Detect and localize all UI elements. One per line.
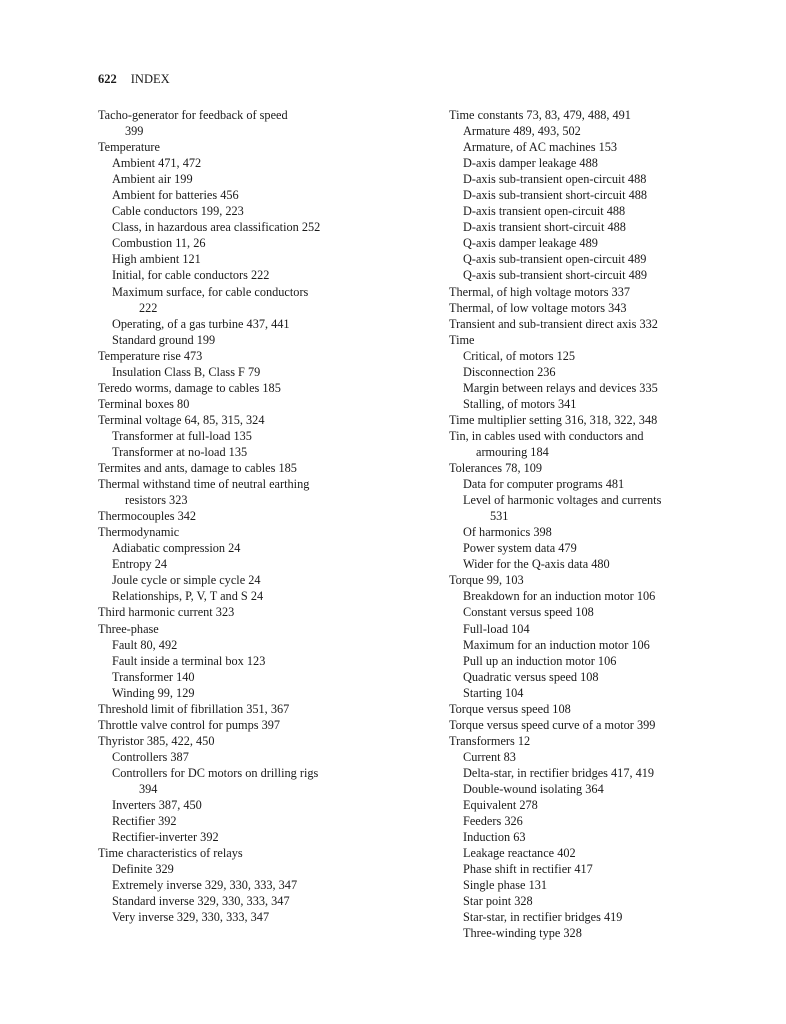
index-subentry: Extremely inverse 329, 330, 333, 347	[112, 878, 298, 893]
index-subentry: Inverters 387, 450	[112, 798, 202, 813]
page-number: 622	[98, 72, 117, 86]
index-subentry: D-axis sub-transient open-circuit 488	[463, 172, 647, 187]
index-entry: Thermodynamic	[98, 525, 180, 540]
index-entry: Thermal withstand time of neutral earthing	[98, 477, 310, 492]
index-entry: Time constants 73, 83, 479, 488, 491	[449, 108, 631, 122]
index-subentry: Entropy 24	[112, 557, 167, 572]
index-entry-continuation: 399	[125, 124, 144, 139]
index-subentry: Power system data 479	[463, 541, 577, 556]
index-subentry: Adiabatic compression 24	[112, 541, 241, 556]
index-subentry: Current 83	[463, 749, 516, 764]
index-subentry: Rectifier-inverter 392	[112, 830, 219, 845]
index-subentry: Starting 104	[463, 685, 524, 700]
index-subentry: Induction 63	[463, 830, 526, 845]
index-subentry: Delta-star, in rectifier bridges 417, 419	[463, 765, 655, 780]
index-subentry: Fault inside a terminal box 123	[112, 653, 266, 668]
index-entry: Three-phase	[98, 621, 159, 636]
index-subentry: Ambient 471, 472	[112, 156, 202, 171]
index-entry: Threshold limit of fibrillation 351, 367	[98, 701, 290, 716]
index-subentry: Q-axis sub-transient short-circuit 489	[463, 268, 648, 283]
index-subentry: Star-star, in rectifier bridges 419	[463, 910, 623, 925]
index-subentry: Controllers for DC motors on drilling rigs	[112, 765, 319, 780]
index-subentry: Three-winding type 328	[463, 926, 582, 941]
running-title: INDEX	[130, 72, 170, 86]
index-entry: Torque versus speed 108	[449, 701, 571, 716]
index-subentry: Leakage reactance 402	[463, 846, 576, 861]
index-subentry: Star point 328	[463, 894, 533, 909]
index-subentry: Wider for the Q-axis data 480	[463, 557, 610, 572]
index-subentry: Critical, of motors 125	[463, 348, 576, 363]
index-subentry: Insulation Class B, Class F 79	[112, 364, 261, 379]
index-subentry: Very inverse 329, 330, 333, 347	[112, 910, 270, 925]
index-entry: Thyristor 385, 422, 450	[98, 733, 215, 748]
index-entry: Torque 99, 103	[449, 573, 524, 588]
index-subentry: Single phase 131	[463, 878, 548, 893]
index-subentry: Transformer 140	[112, 669, 195, 684]
index-entry: Thermal, of high voltage motors 337	[449, 284, 631, 299]
index-subentry: Level of harmonic voltages and currents	[463, 493, 662, 508]
index-entry-continuation: 222	[139, 300, 158, 315]
index-subentry: Phase shift in rectifier 417	[463, 862, 593, 877]
index-entry-continuation: armouring 184	[476, 444, 549, 459]
index-subentry: D-axis damper leakage 488	[463, 156, 598, 171]
index-subentry: Transformer at full-load 135	[112, 428, 252, 443]
index-entry-continuation: resistors 323	[125, 493, 188, 508]
index-subentry: Definite 329	[112, 862, 174, 877]
index-subentry: Equivalent 278	[463, 798, 538, 813]
index-entry: Throttle valve control for pumps 397	[98, 717, 281, 732]
index-entry: Time characteristics of relays	[98, 846, 243, 861]
index-subentry: D-axis transient short-circuit 488	[463, 220, 626, 235]
index-subentry: Margin between relays and devices 335	[463, 380, 658, 395]
index-entry: Terminal boxes 80	[98, 396, 190, 411]
index-subentry: Quadratic versus speed 108	[463, 669, 599, 684]
index-subentry: Fault 80, 492	[112, 637, 178, 652]
index-subentry: D-axis sub-transient short-circuit 488	[463, 188, 648, 203]
index-subentry: D-axis transient open-circuit 488	[463, 204, 626, 219]
index-entry: Transformers 12	[449, 733, 531, 748]
index-entry: Thermal, of low voltage motors 343	[449, 300, 627, 315]
index-subentry: Controllers 387	[112, 749, 189, 764]
index-entry: Temperature rise 473	[98, 348, 203, 363]
index-subentry: Armature, of AC machines 153	[463, 140, 618, 155]
index-entry: Terminal voltage 64, 85, 315, 324	[98, 412, 265, 427]
index-subentry: Full-load 104	[463, 621, 530, 636]
index-subentry: Transformer at no-load 135	[112, 444, 248, 459]
index-subentry: Pull up an induction motor 106	[463, 653, 617, 668]
index-subentry: Q-axis sub-transient open-circuit 489	[463, 252, 647, 267]
index-subentry: Q-axis damper leakage 489	[463, 236, 598, 251]
index-entry: Time	[449, 332, 475, 347]
index-subentry: Maximum for an induction motor 106	[463, 637, 650, 652]
index-entry: Tacho-generator for feedback of speed	[98, 108, 288, 122]
page-header	[98, 71, 170, 87]
index-subentry: Constant versus speed 108	[463, 605, 594, 620]
index-entry: Termites and ants, damage to cables 185	[98, 461, 297, 476]
index-column-left	[98, 107, 428, 925]
index-column-right	[449, 107, 749, 941]
index-subentry: Double-wound isolating 364	[463, 781, 604, 796]
index-subentry: Of harmonics 398	[463, 525, 552, 540]
index-subentry: Disconnection 236	[463, 364, 556, 379]
index-entry: Tin, in cables used with conductors and	[449, 428, 644, 443]
index-subentry: Standard ground 199	[112, 332, 216, 347]
index-subentry: Breakdown for an induction motor 106	[463, 589, 656, 604]
index-subentry: Stalling, of motors 341	[463, 396, 577, 411]
index-entry-continuation: 531	[490, 509, 509, 524]
index-entry: Tolerances 78, 109	[449, 461, 543, 476]
index-subentry: Feeders 326	[463, 814, 523, 829]
index-subentry: Ambient for batteries 456	[112, 188, 239, 203]
index-subentry: Initial, for cable conductors 222	[112, 268, 270, 283]
index-subentry: Ambient air 199	[112, 172, 193, 187]
index-entry: Time multiplier setting 316, 318, 322, 348	[449, 412, 658, 427]
index-entry: Temperature	[98, 140, 160, 155]
index-entry: Thermocouples 342	[98, 509, 197, 524]
index-entry-continuation: 394	[139, 781, 158, 796]
index-subentry: Data for computer programs 481	[463, 477, 625, 492]
index-entry: Transient and sub-transient direct axis 332	[449, 316, 658, 331]
index-subentry: Relationships, P, V, T and S 24	[112, 589, 264, 604]
index-subentry: Rectifier 392	[112, 814, 177, 829]
index-entry: Torque versus speed curve of a motor 399	[449, 717, 656, 732]
index-subentry: High ambient 121	[112, 252, 201, 267]
index-subentry: Maximum surface, for cable conductors	[112, 284, 309, 299]
index-subentry: Armature 489, 493, 502	[463, 124, 581, 139]
index-subentry: Winding 99, 129	[112, 685, 195, 700]
index-entry: Teredo worms, damage to cables 185	[98, 380, 281, 395]
index-entry: Third harmonic current 323	[98, 605, 235, 620]
index-subentry: Class, in hazardous area classification 252	[112, 220, 321, 235]
index-subentry: Cable conductors 199, 223	[112, 204, 244, 219]
index-subentry: Standard inverse 329, 330, 333, 347	[112, 894, 290, 909]
index-subentry: Joule cycle or simple cycle 24	[112, 573, 261, 588]
index-subentry: Combustion 11, 26	[112, 236, 206, 251]
index-subentry: Operating, of a gas turbine 437, 441	[112, 316, 290, 331]
